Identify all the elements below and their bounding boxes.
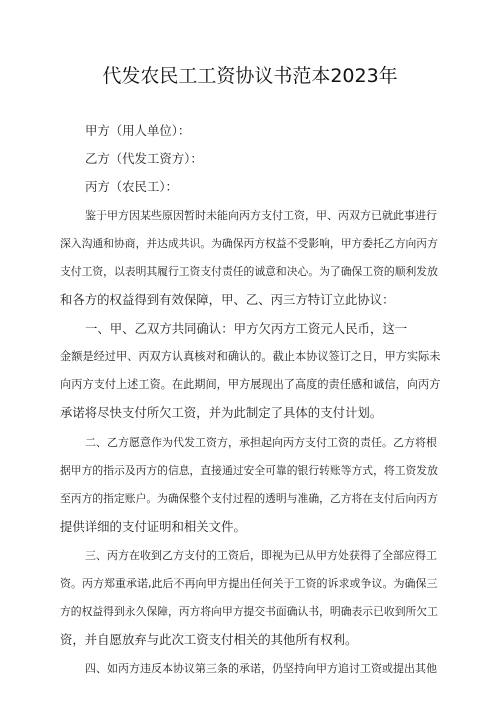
paragraph-line: 据甲方的指示及丙方的信息，直接通过安全可靠的银行转账等方式，将工资发放 xyxy=(60,464,438,477)
document-title: 代发农民工工资协议书范本2023年 xyxy=(102,65,398,87)
paragraph-line: 支付工资，以表明其履行工资支付责任的诚意和决心。为了确保工资的顺利发放 xyxy=(60,265,438,278)
paragraph-line: 至丙方的指定账户。为确保整个支付过程的透明与准确，乙方将在支付后向丙方 xyxy=(60,492,438,505)
party-a-line: 甲方（用人单位）： xyxy=(85,123,191,138)
party-c-line: 丙方（农民工）： xyxy=(85,179,178,194)
paragraph-line: 资，并自愿放弃与此次工资支付相关的其他所有权利。 xyxy=(60,632,358,647)
paragraph-line: 三、丙方在收到乙方支付的工资后，即视为已从甲方处获得了全部应得工 xyxy=(85,549,437,562)
paragraph-line: 一、甲、乙双方共同确认：甲方欠丙方工资元人民币，这一 xyxy=(85,321,408,336)
paragraph-line: 金额是经过甲、丙双方认真核对和确认的。截止本协议签订之日，甲方实际未 xyxy=(60,350,441,363)
party-b-line: 乙方（代发工资方）： xyxy=(85,151,203,166)
paragraph-line: 深入沟通和协商，并达成共识。为确保丙方权益不受影响，甲方委托乙方向丙方 xyxy=(60,237,438,250)
paragraph-line: 方的权益得到永久保障，丙方将向甲方提交书面确认书，明确表示已收到所欠工 xyxy=(60,605,438,618)
paragraph-line: 鉴于甲方因某些原因暂时未能向丙方支付工资，甲、丙双方已就此事进行 xyxy=(85,209,437,222)
paragraph-line: 和各方的权益得到有效保障，甲、乙、丙三方特订立此协议： xyxy=(60,292,395,307)
paragraph-line: 资。丙方郑重承诺,此后不再向甲方提出任何关于工资的诉求或争议。为确保三 xyxy=(60,577,438,590)
paragraph-line: 提供详细的支付证明和相关文件。 xyxy=(60,519,246,534)
paragraph-line: 四、如丙方违反本协议第三条的承诺，仍坚持向甲方追讨工资或提出其他 xyxy=(85,662,437,675)
paragraph-line: 二、乙方愿意作为代发工资方，承担起向丙方支付工资的责任。乙方将根 xyxy=(85,436,437,449)
paragraph-line: 承诺将尽快支付所欠工资，并为此制定了具体的支付计划。 xyxy=(60,405,383,420)
paragraph-line: 向丙方支付上述工资。在此期间，甲方展现出了高度的责任感和诚信，向丙方 xyxy=(60,378,441,391)
